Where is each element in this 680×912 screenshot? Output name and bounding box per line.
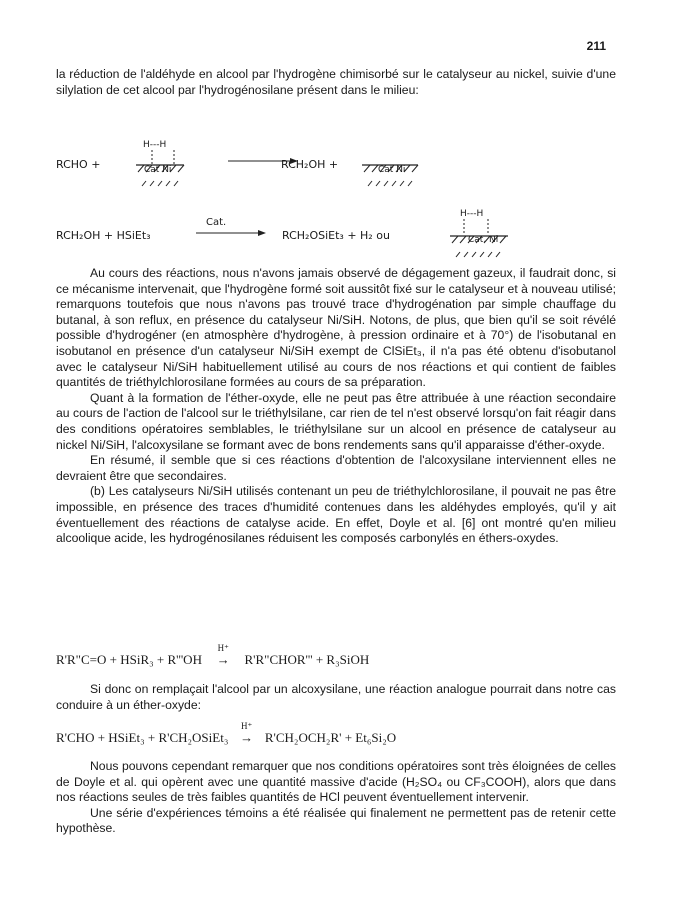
scheme1-hh: H---H xyxy=(143,140,167,150)
arrow-icon: → xyxy=(216,652,230,667)
equation2-left: R'CHO + HSiEt₃ + R'CH₂OSiEt₃ xyxy=(56,730,229,745)
paragraph: Au cours des réactions, nous n'avons jamais observé de dégagement gazeux, il faudrait donc, si ce mécanisme intervenait, que l'hydrogène formé soit aussitôt fixé sur le catalyseur et à nouveau utilisé; remarquons toutefois que nous n'avons pas trouvé trace d'hydrogénation par simple chauffage du butanal, à son reflux, en présence du catalyseur Ni/SiH. Notons, de plus, que bien qu'il se soit révélé possible d'hydrogéner (en atmosphère d'hydrogène, à pression ordinaire et à 70°) de l'isobutanal en isobutanol en présence d'un catalyseur Ni/SiH exempt de ClSiEt₃, il n'a pas été obtenu d'isobutanol avec le catalyseur Ni/SiH habituellement utilisé au cours de nos réactions et qui contient de faibles quantités de triéthylchlorosilane formées au cours de sa préparation. xyxy=(56,266,616,390)
paragraph: Une série d'expériences témoins a été réalisée qui finalement ne permettent pas de retenir cette hypothèse. xyxy=(56,805,616,836)
equation-1 xyxy=(56,643,370,668)
equation1-catalyst: H⁺ xyxy=(217,643,229,653)
equation2-right: R'CH₂OCH₂R' + Et₆Si₂O xyxy=(264,730,397,745)
reaction-scheme-2 xyxy=(56,209,626,259)
scheme2-hh: H---H xyxy=(460,209,484,219)
scheme2-reactants: RCH₂OH + HSiEt₃ xyxy=(56,229,151,242)
equation1-left: R'R"C=O + HSiR₃ + R'''OH xyxy=(56,652,202,667)
body-section xyxy=(56,266,616,547)
scheme1-cat-right: Cat Ni xyxy=(378,165,406,175)
scheme1-product: RCH₂OH + xyxy=(281,158,339,171)
paragraph: (b) Les catalyseurs Ni/SiH utilisés contenant un peu de triéthylchlorosilane, il pouvait ne pas être impossible, en présence des traces d'humidité contenues dans les aldéhydes employés, qu'il y ait éventuellement des réactions de catalyse acide. En effet, Doyle et al. [6] ont montré qu'en milieu alcoolique acide, les hydrogénosilanes réduisent les composés carbonylés en éthers-oxydes. xyxy=(56,484,616,546)
scheme2-cat: Cat. Ni xyxy=(468,235,499,245)
arrow-icon xyxy=(196,228,266,238)
scheme2-products: RCH₂OSiEt₃ + H₂ ou xyxy=(282,229,390,242)
equation2-catalyst: H⁺ xyxy=(240,721,253,731)
scheme1-reactant: RCHO + xyxy=(56,158,101,171)
equation-2 xyxy=(56,721,397,746)
page-number: 211 xyxy=(586,39,606,53)
scheme1-cat-left: Cat Ni xyxy=(144,165,172,175)
intro-paragraph: la réduction de l'aldéhyde en alcool par l'hydrogène chimisorbé sur le catalyseur au nickel, suivie d'une silylation de cet alcool par l'hydrogénosilane présent dans le milieu: xyxy=(56,67,616,97)
reaction-scheme-1 xyxy=(56,142,626,188)
paragraph: En résumé, il semble que si ces réactions d'obtention de l'alcoxysilane interviennent elles ne devraient être que secondaires. xyxy=(56,453,616,483)
paragraph: Quant à la formation de l'éther-oxyde, elle ne peut pas être attribuée à une réaction secondaire au cours de l'action de l'alcool sur le triéthylsilane, car rien de tel n'est observé lorsqu'on fait réagir dans des conditions opératoires semblables, le triéthylsilane sur un alcool en présence de catalyseur au nickel Ni/SiH, l'alcoxysilane se formant avec de bons rendements sans qu'il apparaisse d'éther-oxyde. xyxy=(56,390,616,452)
closing-section xyxy=(56,759,616,837)
arrow-icon: → xyxy=(240,730,254,745)
equation1-right: R'R"CHOR''' + R₃SiOH xyxy=(244,652,370,667)
paragraph: Nous pouvons cependant remarquer que nos conditions opératoires sont très éloignées de celles de Doyle et al. qui opèrent avec une quantité massive d'acide (H₂SO₄ ou CF₃COOH), alors que dans nos réactions seules de très faibles quantités de HCl peuvent éventuellement intervenir. xyxy=(56,759,616,805)
scheme2-arrow-label: Cat. xyxy=(206,217,227,228)
paragraph: Si donc on remplaçait l'alcool par un alcoxysilane, une réaction analogue pourrait dans notre cas conduire à un éther-oxyde: xyxy=(56,682,616,712)
